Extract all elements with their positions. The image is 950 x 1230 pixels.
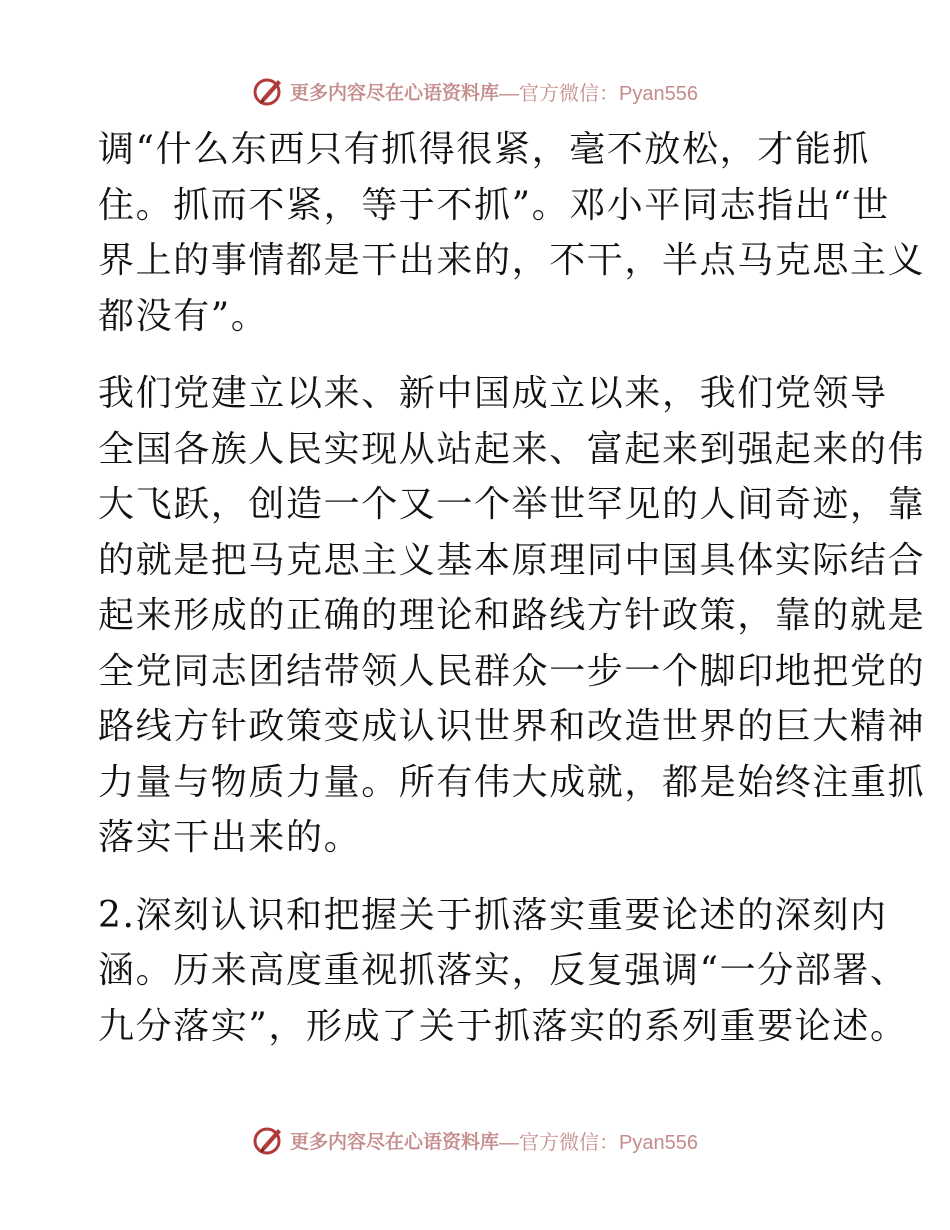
text-line: 住。抓而不紧，等于不抓”。邓小平同志指出“世 <box>98 184 891 226</box>
text-line: 起来形成的正确的理论和路线方针政策，靠的就是 <box>98 595 926 636</box>
text-line: 的就是把马克思主义基本原理同中国具体实际结合 <box>98 539 926 581</box>
paragraph-3 <box>98 888 908 1055</box>
text-line: 全党同志团结带领人民群众一步一个脚印地把党的 <box>98 650 926 692</box>
pen-logo-icon <box>252 74 286 108</box>
text-line: 调“什么东西只有抓得很紧，毫不放松，才能抓 <box>98 129 871 170</box>
footer-banner-text: 更多内容尽在心语资料库 <box>290 1130 500 1153</box>
text-line: 全国各族人民实现从站起来、富起来到强起来的伟 <box>98 428 926 470</box>
footer-banner-contact: —官方微信：Pyan556 <box>499 1131 698 1154</box>
document-body <box>98 122 926 1054</box>
header-banner-text: 更多内容尽在心语资料库 <box>290 81 500 104</box>
text-line: 大飞跃，创造一个又一个举世罕见的人间奇迹，靠 <box>98 484 926 525</box>
footer-banner <box>0 1120 950 1160</box>
pen-logo-icon <box>252 1123 286 1157</box>
text-line: 我们党建立以来、新中国成立以来，我们党领导 <box>98 373 888 414</box>
header-banner-contact: —官方微信：Pyan556 <box>499 82 698 105</box>
text-line: 界上的事情都是干出来的，不干，半点马克思主义 <box>98 240 926 281</box>
text-line: 涵。历来高度重视抓落实，反复强调“一分部署、 <box>98 950 908 991</box>
paragraph-2 <box>98 366 926 866</box>
text-line: 2.深刻认识和把握关于抓落实重要论述的深刻内 <box>98 894 888 936</box>
text-line: 力量与物质力量。所有伟大成就，都是始终注重抓 <box>98 761 926 803</box>
paragraph-1 <box>98 122 926 344</box>
text-line: 落实干出来的。 <box>98 817 362 858</box>
header-banner <box>0 71 950 111</box>
text-line: 九分落实”，形成了关于抓落实的系列重要论述。 <box>98 1005 908 1047</box>
text-line: 都没有”。 <box>98 295 269 337</box>
text-line: 路线方针政策变成认识世界和改造世界的巨大精神 <box>98 706 926 747</box>
